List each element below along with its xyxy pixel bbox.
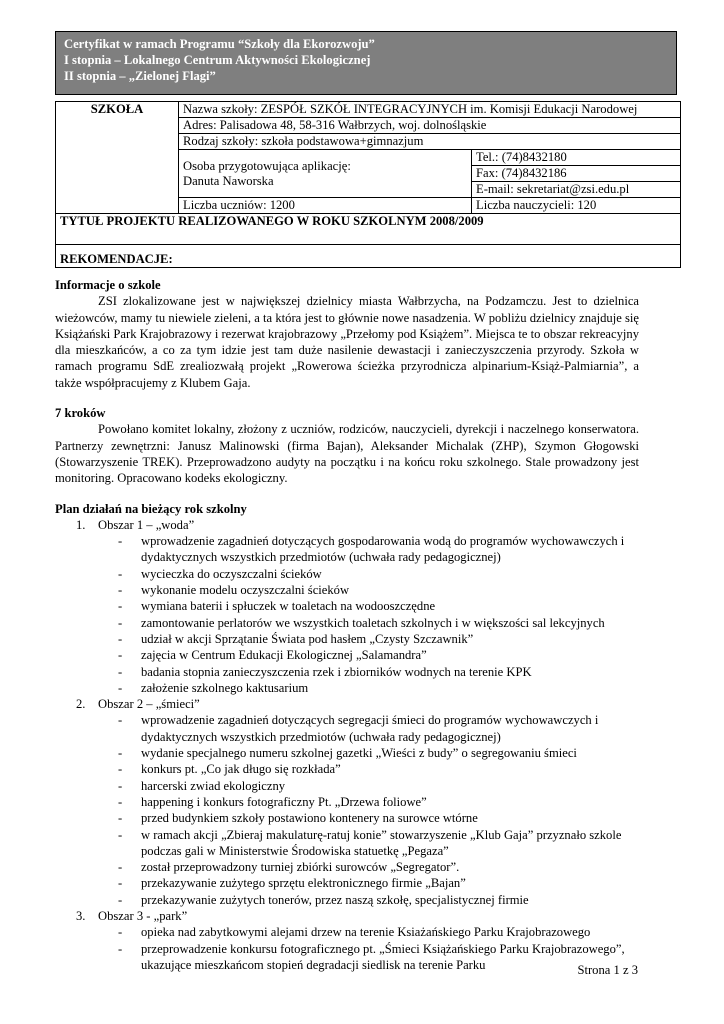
contact-person-cell [179,150,472,198]
dash-bullet: - [118,664,123,679]
plan-item-text: zamontowanie perlatorów we wszystkich toaletach szkolnych i w większości sal lekcyjnych [141,615,605,630]
plan-item [55,892,639,908]
header-line-1: Certyfikat w ramach Programu “Szkoły dla Ekorozwoju” [64,37,375,51]
header-line-2: I stopnia – Lokalnego Centrum Aktywności Ekologicznej [64,53,371,67]
plan-area [55,517,639,533]
school-info-text: ZSI zlokalizowane jest w największej dzielnicy miasta Wałbrzycha, na Podzamczu. Jest to dzielnica wieżowców, mamy tu niewiele zieleni, a ta która jest to głównie nowe nasadzenia. W pobliżu dzielnicy znajduje się Książański Park Krajobrazowy i rezerwat krajobrazowy „Przełomy pod Książem”. Miejsca te to obszar rekreacyjny dla mieszkańców, a co za tym idzie jest tam duże nasilenie dewastacji i zanieczyszczenia przyrody. Szkoła w ramach programu SdE zrealiozwałą projekt „Rowerowa ścieżka przyrodnicza alpinarium-Książ-Palmiarnia”, a także współpracujemy z Klubem Gaja. [55,294,639,390]
plan-area [55,908,639,924]
plan-item [55,566,639,582]
plan-item [55,810,639,826]
plan-item-text: badania stopnia zanieczyszczenia rzek i zbiorników wodnych na terenie KPK [141,664,532,679]
plan-area-number: 1. [76,517,86,532]
phone: Tel.: (74)8432180 [472,150,681,166]
plan-item [55,941,639,974]
plan-item-text: przekazywanie zużytego sprzętu elektronicznego firmie „Bajan” [141,876,466,891]
school-label: SZKOŁA [56,102,179,214]
plan-item [55,761,639,777]
plan-item-text: w ramach akcji „Zbieraj makulaturę-ratuj konie” stowarzyszenie „Klub Gaja” przyznało szkole podczas gali w Ministerstwie Środowiska statuetkę „Pegaza” [141,827,622,858]
steps-text: Powołano komitet lokalny, złożony z uczniów, rodziców, nauczycieli, dyrekcji i naczelnego konserwatora. Partnerzy zewnętrzni: Janusz Malinowski (firma Bajan), Aleksander Michalak (ZHP), Szymon Głogowski (Stowarzyszenie TREK). Przeprowadzono audyty na początku i na końcu roku szkolnego. Stale prowadzony jest monitoring. Opracowano kodeks ekologiczny. [55,422,639,486]
dash-bullet: - [118,631,123,646]
dash-bullet: - [118,713,123,728]
plan-item [55,745,639,761]
plan-item [55,533,639,566]
plan-item [55,794,639,810]
dash-bullet: - [118,583,123,598]
dash-bullet: - [118,925,123,940]
plan-item-text: przekazywanie zużytych tonerów, przez naszą szkołę, specjalistycznej firmie [141,892,529,907]
plan-area-title: Obszar 2 – „śmieci” [98,697,200,712]
email: E-mail: sekretariat@zsi.edu.pl [472,182,681,198]
plan-item-text: harcerski zwiad ekologiczny [141,778,286,793]
school-type: Rodzaj szkoły: szkoła podstawowa+gimnazjum [179,134,681,150]
plan-area [55,696,639,712]
dash-bullet: - [118,860,123,875]
plan-item-text: wykonanie modelu oczyszczalni ścieków [141,583,350,598]
plan-item [55,647,639,663]
dash-bullet: - [118,778,123,793]
recommendations: REKOMENDACJE: [56,245,681,268]
plan-item-text: wydanie specjalnego numeru szkolnej gazetki „Wieści z budy” o segregowaniu śmieci [141,746,577,761]
plan-item [55,615,639,631]
plan-item [55,875,639,891]
dash-bullet: - [118,811,123,826]
school-info-table [55,101,681,268]
contact-name: Danuta Naworska [183,173,274,188]
dash-bullet: - [118,892,123,907]
plan-item [55,631,639,647]
dash-bullet: - [118,534,123,549]
dash-bullet: - [118,794,123,809]
plan-item [55,598,639,614]
dash-bullet: - [118,648,123,663]
plan-item [55,582,639,598]
plan-area-number: 2. [76,697,86,712]
school-name: Nazwa szkoły: ZESPÓŁ SZKÓŁ INTEGRACYJNYCH im. Komisji Edukacji Narodowej [179,102,681,118]
dash-bullet: - [118,680,123,695]
contact-label: Osoba przygotowująca aplikację: [183,158,351,173]
plan-item-text: wycieczka do oczyszczalni ścieków [141,566,322,581]
plan-item-text: wymiana baterii i spłuczek w toaletach na wodooszczędne [141,599,436,614]
plan-item [55,859,639,875]
plan-item [55,778,639,794]
page-number: Strona 1 z 3 [577,963,638,977]
dash-bullet: - [118,827,123,842]
school-address: Adres: Palisadowa 48, 58-316 Wałbrzych, woj. dolnośląskie [179,118,681,134]
plan-item-text: zajęcia w Centrum Edukacji Ekologicznej „Salamandra” [141,648,427,663]
plan-item [55,664,639,680]
dash-bullet: - [118,566,123,581]
plan-area-title: Obszar 3 - „park” [98,908,188,923]
plan-item-text: przeprowadzenie konkursu fotograficznego pt. „Śmieci Książańskiego Parku Krajobrazowego”, ukazujące mieszkańcom stopień degradacji siedlisk na terenie Parku [141,941,625,972]
dash-bullet: - [118,599,123,614]
project-title: TYTUŁ PROJEKTU REALIZOWANEGO W ROKU SZKOLNYM 2008/2009 [56,214,681,245]
plan-area-number: 3. [76,908,86,923]
certificate-header [55,31,677,95]
plan-item-text: przed budynkiem szkoły postawiono kontenery na surowce wtórne [141,811,478,826]
plan-item [55,924,639,940]
dash-bullet: - [118,746,123,761]
plan-item-text: udział w akcji Sprzątanie Świata pod hasłem „Czysty Szczawnik” [141,631,474,646]
dash-bullet: - [118,762,123,777]
fax: Fax: (74)8432186 [472,166,681,182]
plan-item-text: założenie szkolnego kaktusarium [141,680,309,695]
school-info-heading: Informacje o szkole [55,278,161,292]
plan-item-text: został przeprowadzony turniej zbiórki surowców „Segregator”. [141,860,460,875]
plan-item-text: opieka nad zabytkowymi alejami drzew na terenie Ksiażańskiego Parku Krajobrazowego [141,925,591,940]
plan-heading: Plan działań na bieżący rok szkolny [55,501,247,516]
dash-bullet: - [118,876,123,891]
student-count: Liczba uczniów: 1200 [179,198,472,214]
plan-item-text: wprowadzenie zagadnień dotyczących segregacji śmieci do programów wychowawczych i dydaktycznych wszystkich przedmiotów (uchwała rady pedagogicznej) [141,713,599,744]
teacher-count: Liczba nauczycieli: 120 [472,198,681,214]
header-line-3: II stopnia – „Zielonej Flagi” [64,69,216,83]
plan-item [55,712,639,745]
dash-bullet: - [118,615,123,630]
plan-item-text: happening i konkurs fotograficzny Pt. „Drzewa foliowe” [141,794,427,809]
plan-item-text: wprowadzenie zagadnień dotyczących gospodarowania wodą do programów wychowawczych i dydaktycznych wszystkich przedmiotów (uchwała rady pedagogicznej) [141,534,625,565]
document-body [55,277,639,973]
plan-item-text: konkurs pt. „Co jak długo się rozkłada” [141,762,341,777]
plan-area-title: Obszar 1 – „woda” [98,517,195,532]
plan-item [55,827,639,860]
steps-heading: 7 kroków [55,406,106,421]
dash-bullet: - [118,941,123,956]
plan-list [55,517,639,973]
plan-item [55,680,639,696]
